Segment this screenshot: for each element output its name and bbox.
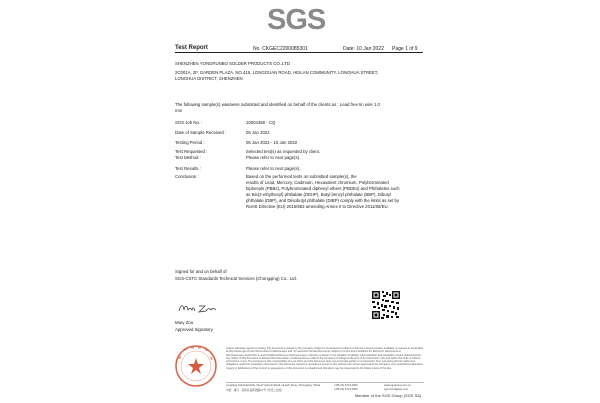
client-address-line-1: 2C001A, 2F, GARDEN PLAZA, NO.415, LONGGUAN ROAD, HEILAN COMMUNITY, LONGHUA STREET, [175, 70, 379, 75]
field-label: Test Method : [175, 155, 201, 160]
page-number: Page 1 of 9 [392, 46, 418, 52]
signoff-line-1: Signed for and on behalf of [175, 269, 227, 274]
footer-phone-2: t (86-23) 6721 0000 [334, 388, 358, 391]
footer-website: www.sgsgroup.com.cn [384, 384, 411, 387]
conclusion-line: phthalate (DBP), and Diisobutyl phthalate (DIBP) comply with the limits as set by [246, 198, 400, 203]
footer-rule [226, 382, 424, 383]
field-label: Test Results : [175, 166, 201, 171]
field-value: Please refer to next page(s). [246, 155, 301, 160]
report-title: Test Report [175, 45, 208, 51]
conclusion-label: Conclusion : [175, 174, 199, 179]
field-label: Test Requested : [175, 149, 208, 154]
conclusion-line: biphenyls (PBBs), Polybrominated diphenyl ethers (PBDEs) and Phthalates such [246, 186, 400, 191]
conclusion-line: results of Lead, Mercury, Cadmium, Hexavalent chromium, Polybrominated [246, 180, 389, 185]
qr-code-icon [371, 290, 401, 320]
sgs-logo: SGS [267, 4, 326, 36]
field-label: Testing Period : [175, 140, 205, 145]
field-label: SGS Job No. : [175, 120, 203, 125]
field-value: 05 Jan 2022 [246, 130, 270, 135]
sample-description-line-1: The following sample(s) was/were submitted and identified on behalf of the clients as : Lead free tin wire 1.0 [175, 102, 380, 107]
signoff-line-2: SGS-CSTC Standards Technical Services (Chongqing) Co., Ltd. [175, 276, 297, 281]
field-value: Please refer to next page(s). [246, 166, 301, 171]
report-number: No. CKGEC2200085301 [253, 46, 308, 52]
footer-address-en: Longqing Industrial Park, No.27 Gaoxin Road, Hi-tech Zone, Chongqing, China [226, 384, 320, 387]
signature-icon [178, 302, 218, 314]
conclusion-line: as Bis(2-ethylhexyl) phthalate (DEHP), Butyl benzyl phthalate (BBP), Dibutyl [246, 192, 391, 197]
sgs-member-note: Member of the SGS Group (SGS SA) [355, 393, 422, 398]
terms-fine-print: Unless otherwise agreed in writing, this document is issued by the Company subject to its General Conditions of Service printed overleaf, available on request or accessible at http://www.sgs.com/en/Terms-and-Conditions.aspx and, for electronic format documents, subject to Terms and Conditions for Electronic Documents at http://www.sgs.com/en/Terms-and-Conditions/Terms-e-Document.aspx. Attention is drawn to the limitation of liability, indemnification and jurisdiction issues defined therein. Any holder of this document is advised that information contained hereon reflects the Company's findings at the time of its intervention only and within the limits of Client's instructions, if any. The Company's sole responsibility is to its Client and this document does not exonerate parties to a transaction from exercising all their rights and obligations under the transaction documents. This document cannot be reproduced except in full, without prior written approval of the Company. Any unauthorized alteration, forgery or falsification of the content or appearance of this document is unlawful and offenders may be prosecuted to the fullest extent of the law. [226, 347, 424, 370]
conclusion-line: Based on the performed tests on submitted sample(s), the [246, 174, 357, 179]
report-date: Date: 10 Jan 2022 [343, 46, 384, 52]
signatory-role: Approved Signatory [175, 327, 213, 332]
field-value: 05 Jan 2022 - 10 Jan 2022 [246, 140, 298, 145]
sample-description-line-2: mm [175, 108, 183, 113]
signatory-name: Mary Zou [175, 320, 194, 325]
client-name: SHENZHEN YONGRUNBO SOLDER PRODUCTS CO.,LTD [175, 61, 290, 66]
field-label: Date of Sample Received : [175, 130, 227, 135]
client-address-line-2: LONGHUA DISTRICT, SHENZHEN [175, 76, 243, 81]
company-seal-icon [174, 344, 218, 388]
conclusion-line: RoHS Directive (EU) 2015/863 amending Annex II to Directive 2011/65/EU. [246, 204, 389, 209]
header-rule [175, 52, 423, 53]
footer-phone: t (86-23) 6721 0000 [334, 384, 358, 387]
footer-address-cn: 中国 · 重庆 · 高新区高新园路27号 (龙湾工业园) [226, 389, 282, 392]
field-value: 10004356 - CQ [246, 120, 276, 125]
field-value: Selected test(s) as requested by client. [246, 149, 321, 154]
footer-email: sgs.china@sgs.com [384, 388, 409, 391]
